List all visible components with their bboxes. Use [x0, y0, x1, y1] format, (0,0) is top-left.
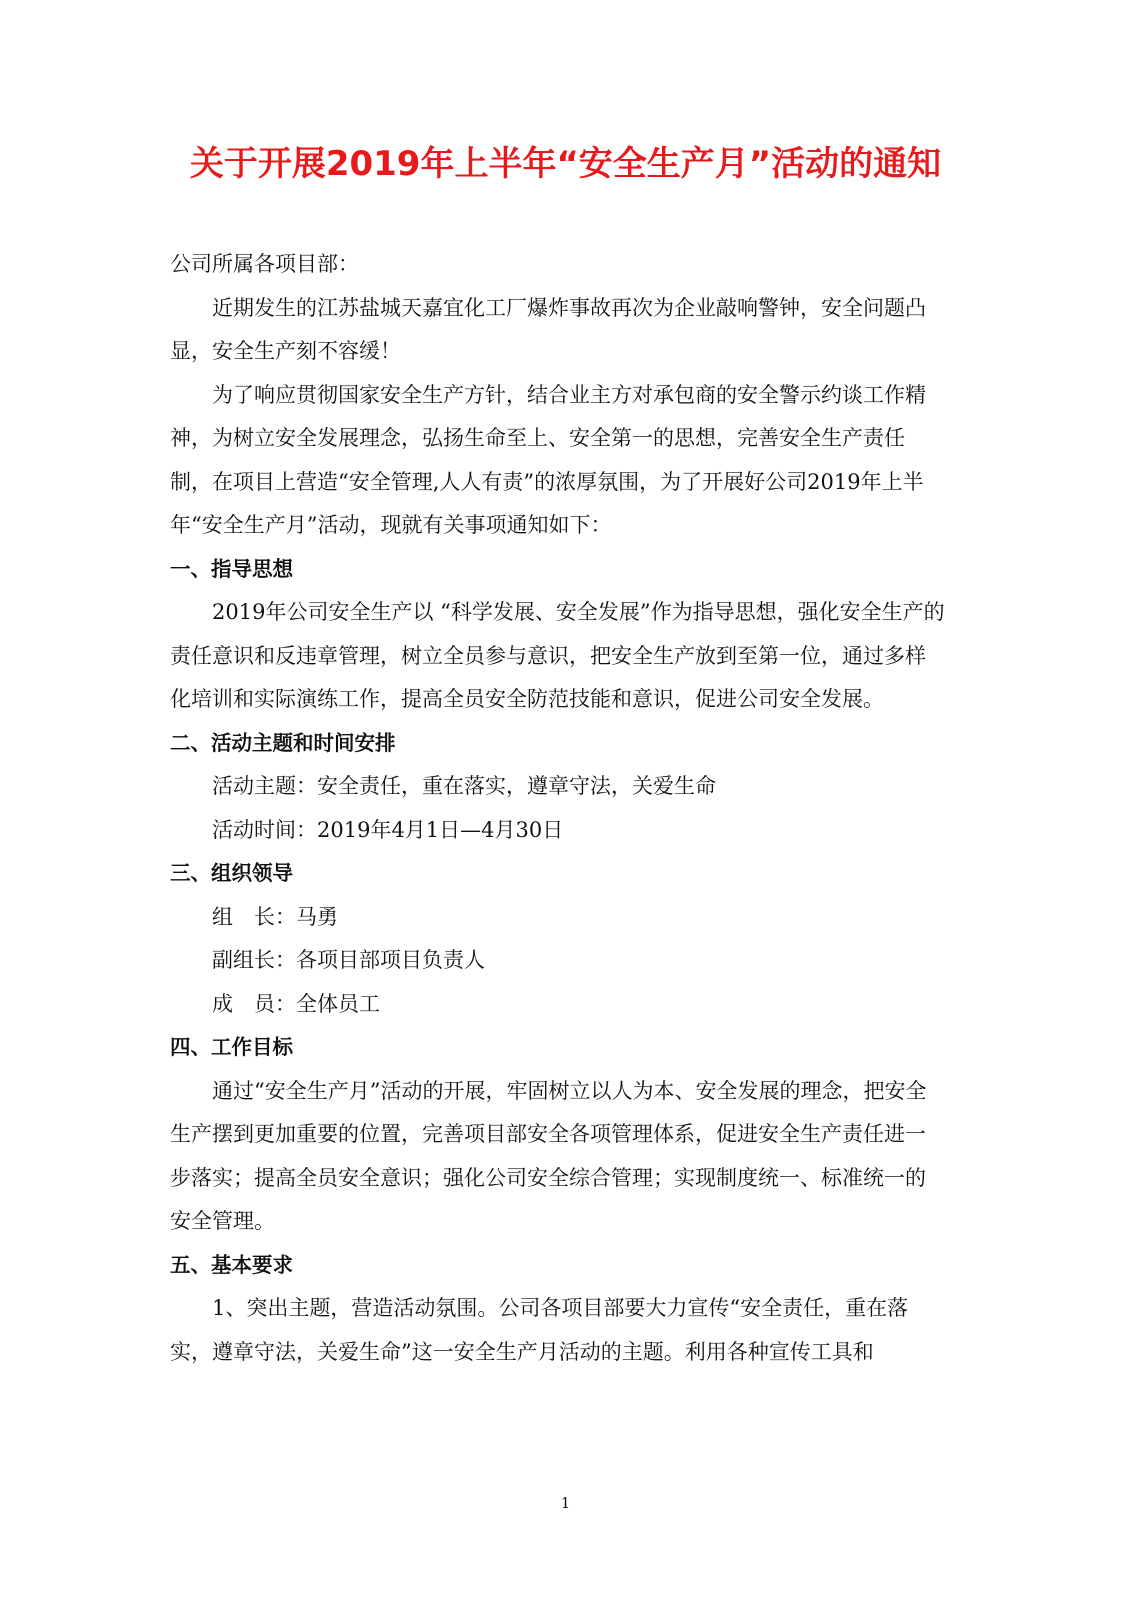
- intro-paragraph-1: 近期发生的江苏盐城天嘉宜化工厂爆炸事故再次为企业敲响警钟，安全问题凸显，安全生产刻不容缓！: [170, 295, 926, 363]
- intro-paragraph-2: 为了响应贯彻国家安全生产方针，结合业主方对承包商的安全警示约谈工作精神，为树立安全发展理念，弘扬生命至上、安全第一的思想，完善安全生产责任制，在项目上营造“安全管理,人人有责”的浓厚氛围，为了开展好公司2019年上半年“安全生产月”活动，现就有关事项通知如下：: [170, 382, 926, 537]
- team-leader-line: 组 长：马勇: [212, 904, 338, 929]
- section-heading-theme-schedule: 二、活动主题和时间安排: [170, 730, 396, 755]
- section-heading-organization: 三、组织领导: [170, 861, 293, 885]
- section-heading-basic-requirements: 五、基本要求: [170, 1252, 293, 1277]
- deputy-leader-line: 副组长：各项目部项目负责人: [212, 948, 485, 972]
- document-body: [170, 243, 945, 1374]
- members-line: 成 员：全体员工: [212, 991, 380, 1016]
- section-body-work-goals: 通过“安全生产月”活动的开展，牢固树立以人为本、安全发展的理念，把安全生产摆到更加重要的位置，完善项目部安全各项管理体系，促进安全生产责任进一步落实；提高全员安全意识；强化公司安全综合管理；实现制度统一、标准统一的安全管理。: [170, 1078, 927, 1233]
- section-heading-guiding-ideology: 一、指导思想: [170, 556, 293, 581]
- page-number: 1: [560, 1494, 571, 1512]
- activity-time-line: 活动时间：2019年4月1日—4月30日: [212, 817, 564, 842]
- activity-theme-line: 活动主题：安全责任，重在落实，遵章守法，关爱生命: [212, 774, 716, 798]
- salutation: 公司所属各项目部：: [170, 252, 359, 276]
- page-title: 关于开展2019年上半年“安全生产月”活动的通知: [189, 144, 942, 184]
- section-body-basic-requirements: 1、突出主题，营造活动氛围。公司各项目部要大力宣传“安全责任，重在落实，遵章守法，关爱生命”这一安全生产月活动的主题。利用各种宣传工具和: [170, 1296, 909, 1364]
- section-body-guiding-ideology: 2019年公司安全生产以 “科学发展、安全发展”作为指导思想，强化安全生产的责任意识和反违章管理，树立全员参与意识，把安全生产放到至第一位，通过多样化培训和实际演练工作，提高全员安全防范技能和意识，促进公司安全发展。: [170, 600, 945, 711]
- section-heading-work-goals: 四、工作目标: [170, 1035, 293, 1059]
